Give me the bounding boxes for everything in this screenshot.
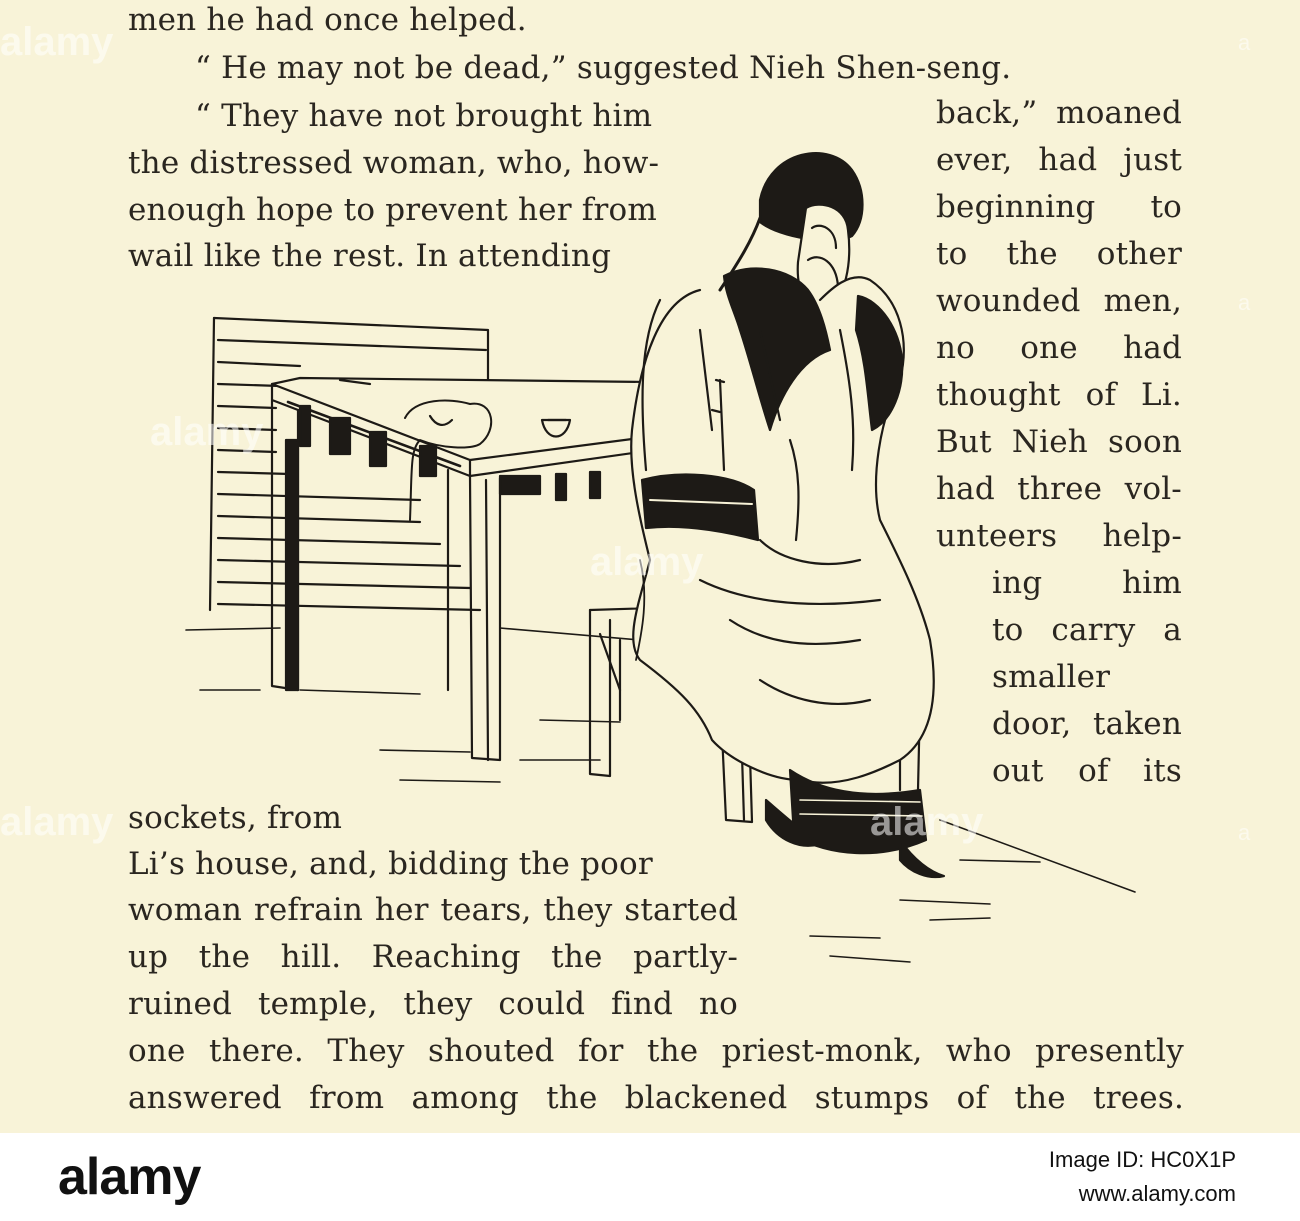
text-line: ever, had just: [936, 142, 1182, 178]
woman: [631, 153, 944, 877]
text-line: smaller: [992, 659, 1111, 695]
watermark: alamy: [870, 800, 984, 844]
text-line: answered from among the blackened stumps of the trees.: [128, 1080, 1184, 1116]
text-line: back,” moaned: [936, 95, 1182, 131]
text-line: sockets, from: [128, 800, 343, 836]
text-line: wounded men,: [936, 283, 1182, 319]
text-line: up the hill. Reaching the partly-: [128, 939, 738, 975]
text-line: to the other: [936, 236, 1182, 272]
text-line: out of its: [992, 753, 1182, 789]
wall-panel: [210, 318, 488, 610]
stock-footer: [0, 1133, 1300, 1221]
text-line: Li’s house, and, bidding the poor: [128, 846, 653, 882]
text-line: men he had once helped.: [128, 2, 527, 38]
text-line: unteers help-: [936, 518, 1182, 554]
text-line: no one had: [936, 330, 1182, 366]
image-id: Image ID: HC0X1P: [1048, 1147, 1236, 1172]
text-line: enough hope to prevent her from: [128, 192, 657, 228]
watermark: alamy: [590, 540, 704, 584]
text-line: ruined temple, they could find no: [128, 986, 738, 1022]
text-line: “ They have not brought him: [195, 98, 653, 134]
text-line: door, taken: [992, 706, 1182, 742]
text-line: “ He may not be dead,” suggested Nieh Shen-seng.: [195, 50, 1012, 86]
watermark: a: [1238, 290, 1251, 315]
alamy-logo: alamy: [58, 1148, 201, 1206]
floor-lines: [186, 628, 1135, 962]
text-line: wail like the rest. In attending: [128, 238, 612, 274]
text-line: ing him: [992, 565, 1182, 601]
text-line: beginning to: [936, 189, 1182, 225]
watermark: alamy: [0, 20, 114, 64]
watermark: a: [1238, 30, 1251, 55]
watermark: alamy: [0, 800, 114, 844]
text-line: to carry a: [992, 612, 1182, 648]
text-line: woman refrain her tears, they started: [128, 892, 738, 928]
text-line: thought of Li.: [936, 377, 1182, 413]
text-line: had three vol-: [936, 471, 1182, 507]
watermark: alamy: [150, 410, 264, 454]
site-url[interactable]: www.alamy.com: [1078, 1181, 1236, 1206]
text-line: the distressed woman, who, how-: [128, 145, 660, 181]
text-line: one there. They shouted for the priest-monk, who presently: [128, 1033, 1184, 1069]
text-line: But Nieh soon: [936, 424, 1182, 460]
watermark: a: [1238, 820, 1251, 845]
